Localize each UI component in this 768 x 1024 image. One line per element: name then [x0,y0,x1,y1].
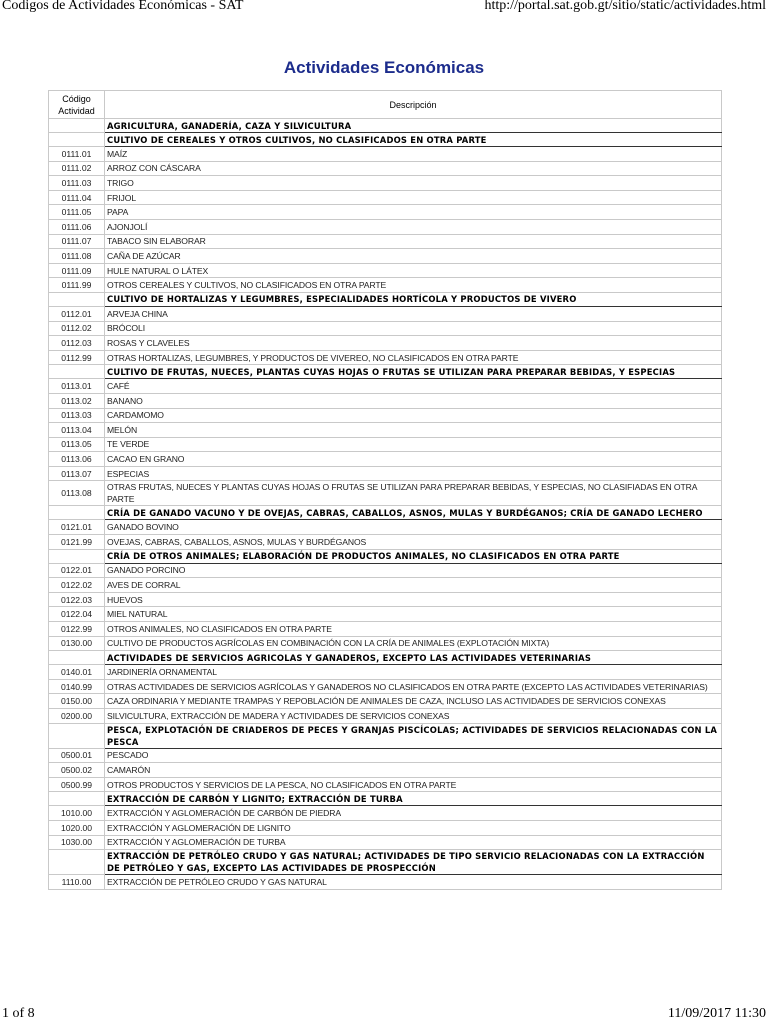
activity-code: 0113.01 [49,379,105,394]
activity-description: GANADO BOVINO [105,520,722,535]
activity-code: 0121.99 [49,535,105,550]
activity-description: TRIGO [105,176,722,191]
activity-code [49,119,105,133]
section-header-row [49,723,722,748]
activity-description: BRÓCOLI [105,321,722,336]
table-row [49,679,722,694]
activity-description: SILVICULTURA, EXTRACCIÓN DE MADERA Y ACTIVIDADES DE SERVICIOS CONEXAS [105,709,722,724]
section-title: CRÍA DE GANADO VACUNO Y DE OVEJAS, CABRAS, CABALLOS, ASNOS, MULAS Y BURDÉGANOS; CRÍA DE GANADO LECHERO [105,506,722,520]
table-row [49,563,722,578]
activity-code: 1010.00 [49,806,105,821]
print-footer-datetime: 11/09/2017 11:30 [667,1006,766,1021]
table-row [49,161,722,176]
activity-code: 0121.01 [49,520,105,535]
table-row [49,321,722,336]
activity-description: CAÑA DE AZÚCAR [105,249,722,264]
activity-description: MAÍZ [105,147,722,162]
activity-code: 0112.01 [49,306,105,321]
table-row [49,190,722,205]
activity-description: CAZA ORDINARIA Y MEDIANTE TRAMPAS Y REPOBLACIÓN DE ANIMALES DE CAZA, INCLUSO LAS ACTIVIDADES DE SERVICIOS CONEXAS [105,694,722,709]
table-row [49,665,722,680]
activity-code: 1110.00 [49,875,105,890]
table-row [49,592,722,607]
activity-code: 0500.02 [49,763,105,778]
section-header-row [49,850,722,875]
activity-code: 0111.03 [49,176,105,191]
activity-description: EXTRACCIÓN Y AGLOMERACIÓN DE CARBÓN DE PIEDRA [105,806,722,821]
activity-description: ARVEJA CHINA [105,306,722,321]
activity-code: 0140.01 [49,665,105,680]
activities-table [48,90,722,890]
activity-code: 0113.03 [49,408,105,423]
activity-description: GANADO PORCINO [105,563,722,578]
activity-code: 0113.05 [49,437,105,452]
activity-code: 0111.02 [49,161,105,176]
activity-description: JARDINERÍA ORNAMENTAL [105,665,722,680]
activity-description: EXTRACCIÓN Y AGLOMERACIÓN DE LIGNITO [105,820,722,835]
table-row [49,466,722,481]
activity-code: 0500.99 [49,777,105,792]
section-header-row [49,792,722,806]
table-row [49,306,722,321]
activity-code [49,549,105,563]
section-title: EXTRACCIÓN DE PETRÓLEO CRUDO Y GAS NATURAL; ACTIVIDADES DE TIPO SERVICIO RELACIONADAS CON LA EXTRACCIÓN DE PETRÓLEO Y GAS, EXCEPTO LAS ACTIVIDADES DE PROSPECCIÓN [105,850,722,875]
activity-code: 1030.00 [49,835,105,850]
activity-code: 0500.01 [49,748,105,763]
activity-code: 0112.02 [49,321,105,336]
activity-description: OTROS PRODUCTOS Y SERVICIOS DE LA PESCA, NO CLASIFICADOS EN OTRA PARTE [105,777,722,792]
activity-description: EXTRACCIÓN DE PETRÓLEO CRUDO Y GAS NATURAL [105,875,722,890]
activity-description: OTRAS HORTALIZAS, LEGUMBRES, Y PRODUCTOS DE VIVEREO, NO CLASIFICADOS EN OTRA PARTE [105,350,722,365]
table-header-row [49,91,722,119]
table-row [49,234,722,249]
table-row [49,694,722,709]
section-header-row [49,119,722,133]
section-header-row [49,549,722,563]
table-row [49,636,722,651]
section-title: CULTIVO DE CEREALES Y OTROS CULTIVOS, NO CLASIFICADOS EN OTRA PARTE [105,133,722,147]
table-row [49,835,722,850]
section-title: AGRICULTURA, GANADERÍA, CAZA Y SILVICULTURA [105,119,722,133]
activity-code: 0113.06 [49,452,105,467]
activity-code [49,506,105,520]
activity-description: OVEJAS, CABRAS, CABALLOS, ASNOS, MULAS Y BURDÉGANOS [105,535,722,550]
activity-description: ROSAS Y CLAVELES [105,336,722,351]
activity-description: OTROS CEREALES Y CULTIVOS, NO CLASIFICADOS EN OTRA PARTE [105,278,722,293]
activity-description: HULE NATURAL O LÁTEX [105,263,722,278]
section-title: CRÍA DE OTROS ANIMALES; ELABORACIÓN DE PRODUCTOS ANIMALES, NO CLASIFICADOS EN OTRA PARTE [105,549,722,563]
section-title: CULTIVO DE FRUTAS, NUECES, PLANTAS CUYAS HOJAS O FRUTAS SE UTILIZAN PARA PREPARAR BEBIDAS, Y ESPECIAS [105,365,722,379]
activity-description: FRIJOL [105,190,722,205]
column-header-description: Descripción [105,91,722,119]
activity-code: 0112.03 [49,336,105,351]
activity-code [49,292,105,306]
activity-code: 0111.07 [49,234,105,249]
table-row [49,578,722,593]
activity-code: 0122.03 [49,592,105,607]
table-row [49,263,722,278]
activity-code [49,850,105,875]
activity-code: 0113.02 [49,393,105,408]
activity-code [49,723,105,748]
activity-description: TABACO SIN ELABORAR [105,234,722,249]
activity-code: 0113.07 [49,466,105,481]
activity-description: OTRAS ACTIVIDADES DE SERVICIOS AGRÍCOLAS Y GANADEROS NO CLASIFICADOS EN OTRA PARTE (EXCEPTO LAS ACTIVIDADES VETERINARIAS) [105,679,722,694]
activity-description: CULTIVO DE PRODUCTOS AGRÍCOLAS EN COMBINACIÓN CON LA CRÍA DE ANIMALES (EXPLOTACIÓN MIXTA) [105,636,722,651]
activity-code: 0111.99 [49,278,105,293]
activity-description: AVES DE CORRAL [105,578,722,593]
activity-code: 0113.08 [49,481,105,506]
activity-code: 0111.01 [49,147,105,162]
activity-code [49,133,105,147]
table-row [49,423,722,438]
section-header-row [49,651,722,665]
activity-description: TE VERDE [105,437,722,452]
table-row [49,408,722,423]
table-body [49,119,722,890]
table-row [49,806,722,821]
activity-code: 0113.04 [49,423,105,438]
section-title: EXTRACCIÓN DE CARBÓN Y LIGNITO; EXTRACCIÓN DE TURBA [105,792,722,806]
activity-code: 0111.08 [49,249,105,264]
table-row [49,875,722,890]
activity-code: 0122.01 [49,563,105,578]
activity-code: 0122.04 [49,607,105,622]
table-row [49,249,722,264]
activity-description: PAPA [105,205,722,220]
print-header-url: http://portal.sat.gob.gt/sitio/static/actividades.html [484,0,766,13]
activity-description: ESPECIAS [105,466,722,481]
activity-description: AJONJOLÍ [105,219,722,234]
activity-code [49,651,105,665]
section-header-row [49,292,722,306]
table-row [49,205,722,220]
activity-description: BANANO [105,393,722,408]
activity-description: HUEVOS [105,592,722,607]
table-row [49,481,722,506]
activity-code: 0122.99 [49,622,105,637]
activity-code [49,792,105,806]
table-row [49,452,722,467]
activity-code: 0111.06 [49,219,105,234]
table-row [49,176,722,191]
activity-code: 0112.99 [49,350,105,365]
table-row [49,336,722,351]
activity-description: OTRAS FRUTAS, NUECES Y PLANTAS CUYAS HOJAS O FRUTAS SE UTILIZAN PARA PREPARAR BEBIDAS, Y ESPECIAS, NO CLASIFIADAS EN OTRA PARTE [105,481,722,506]
activity-description: CARDAMOMO [105,408,722,423]
print-header-title: Codigos de Actividades Económicas - SAT [2,0,244,13]
table-row [49,709,722,724]
activity-code: 0111.09 [49,263,105,278]
activity-code: 0140.99 [49,679,105,694]
activity-description: OTROS ANIMALES, NO CLASIFICADOS EN OTRA PARTE [105,622,722,637]
activity-description: CAMARÓN [105,763,722,778]
activity-description: MELÓN [105,423,722,438]
activity-description: CACAO EN GRANO [105,452,722,467]
activity-code: 0122.02 [49,578,105,593]
column-header-code: Código Actividad [49,91,105,119]
activity-description: PESCADO [105,748,722,763]
activity-description: CAFÉ [105,379,722,394]
activity-code: 0200.00 [49,709,105,724]
page-title: Actividades Económicas [283,58,485,77]
table-row [49,535,722,550]
table-row [49,748,722,763]
table-row [49,520,722,535]
activity-description: EXTRACCIÓN Y AGLOMERACIÓN DE TURBA [105,835,722,850]
activity-description: ARROZ CON CÁSCARA [105,161,722,176]
table-row [49,147,722,162]
table-row [49,350,722,365]
table-row [49,622,722,637]
activity-code: 1020.00 [49,820,105,835]
table-row [49,278,722,293]
section-header-row [49,133,722,147]
section-title: PESCA, EXPLOTACIÓN DE CRIADEROS DE PECES Y GRANJAS PISCÍCOLAS; ACTIVIDADES DE SERVICIOS RELACIONADAS CON LA PESCA [105,723,722,748]
section-header-row [49,365,722,379]
section-title: CULTIVO DE HORTALIZAS Y LEGUMBRES, ESPECIALIDADES HORTÍCOLA Y PRODUCTOS DE VIVERO [105,292,722,306]
activity-code: 0130.00 [49,636,105,651]
section-header-row [49,506,722,520]
table-row [49,820,722,835]
table-row [49,437,722,452]
table-row [49,393,722,408]
print-footer-page: 1 of 8 [2,1006,35,1021]
activity-code [49,365,105,379]
activity-code: 0150.00 [49,694,105,709]
activity-code: 0111.05 [49,205,105,220]
activity-code: 0111.04 [49,190,105,205]
table-row [49,763,722,778]
table-row [49,219,722,234]
table-row [49,777,722,792]
section-title: ACTIVIDADES DE SERVICIOS AGRICOLAS Y GANADEROS, EXCEPTO LAS ACTIVIDADES VETERINARIAS [105,651,722,665]
table-row [49,607,722,622]
activity-description: MIEL NATURAL [105,607,722,622]
table-row [49,379,722,394]
